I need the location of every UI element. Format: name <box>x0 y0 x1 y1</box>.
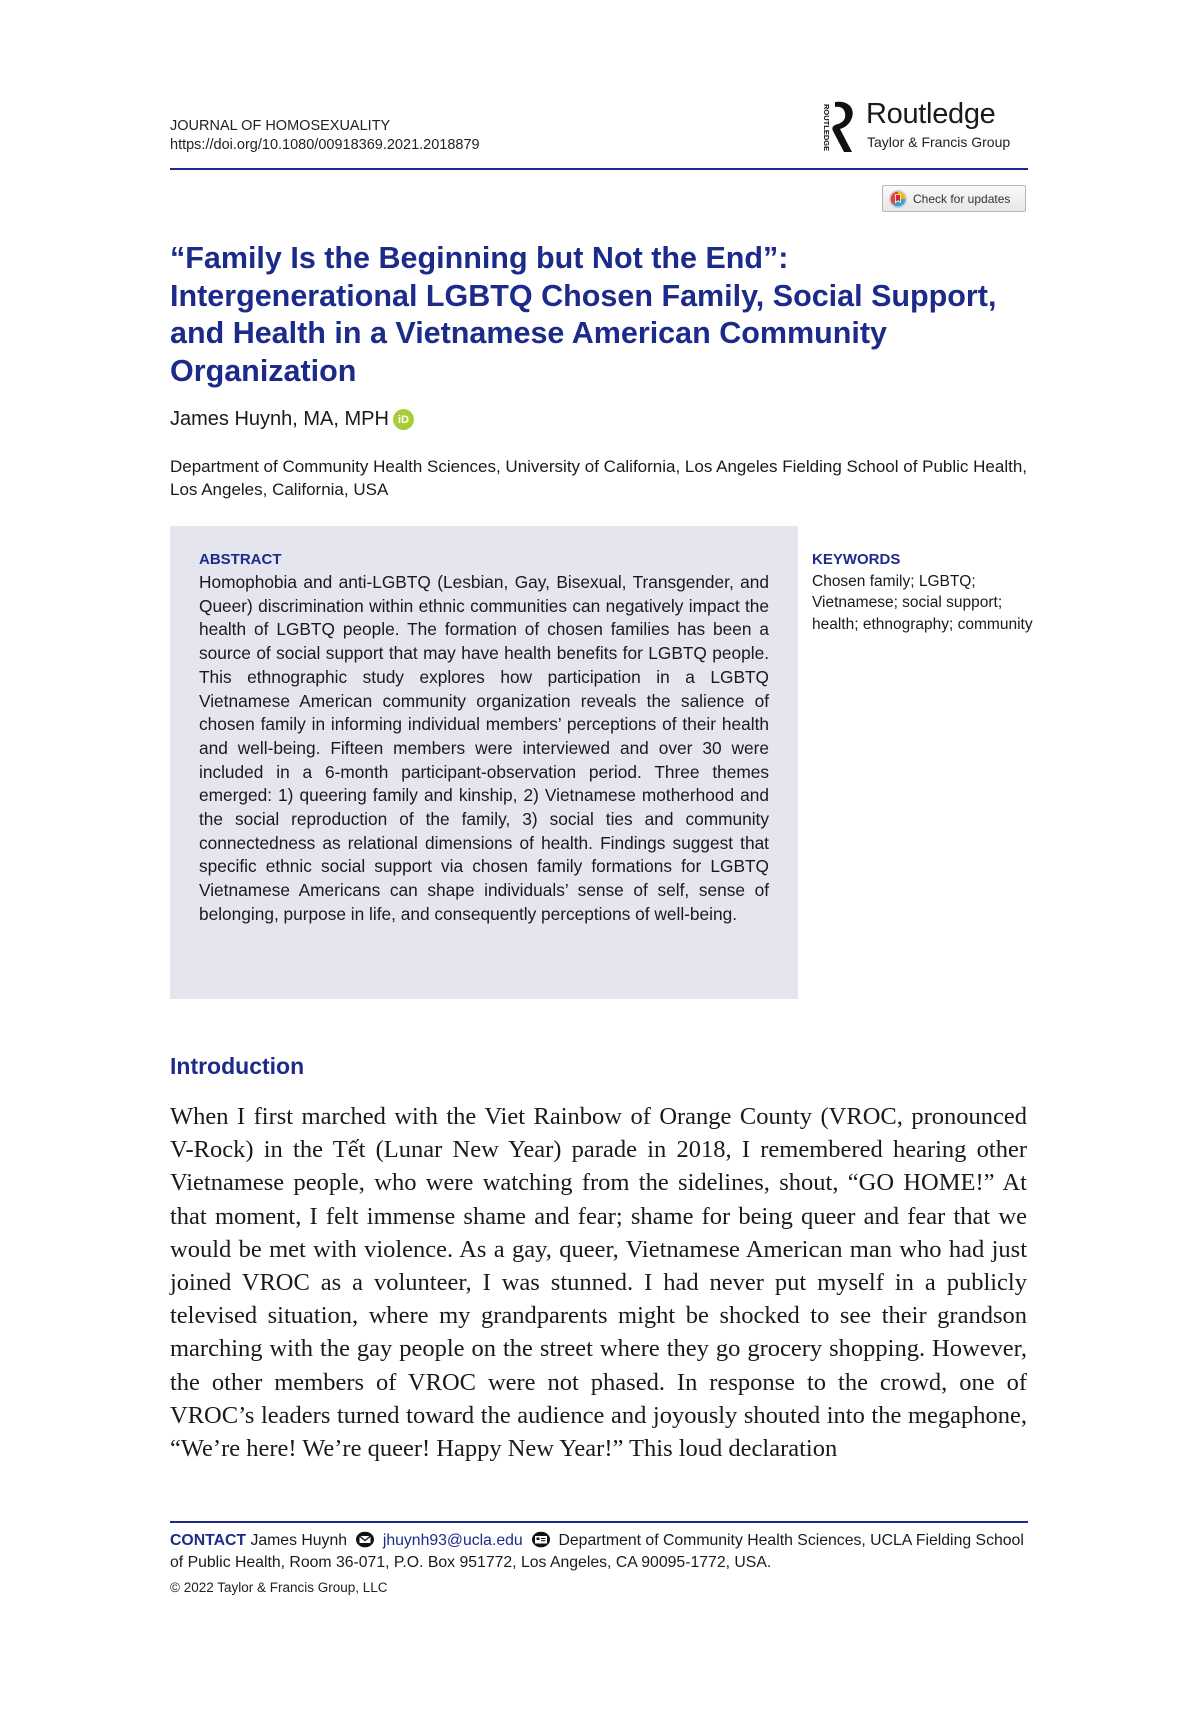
article-title: “Family Is the Beginning but Not the End”: Intergenerational LGBTQ Chosen Family, Social Support, and Health in a Vietnamese American Community Organization <box>170 241 997 388</box>
contact-block <box>170 1530 1028 1574</box>
contact-label: CONTACT <box>170 1532 247 1549</box>
keywords-text: Chosen family; LGBTQ; Vietnamese; social support; health; ethnography; community <box>812 573 1033 633</box>
check-for-updates-button[interactable] <box>882 185 1026 212</box>
crossmark-icon <box>889 190 907 208</box>
copyright-notice: © 2022 Taylor & Francis Group, LLC <box>170 1580 388 1595</box>
address-icon <box>531 1531 551 1548</box>
logo-vertical-text: ROUTLEDGE <box>822 104 831 152</box>
publisher-name: Routledge <box>866 98 996 130</box>
section-heading-introduction: Introduction <box>170 1053 305 1079</box>
footer-rule <box>170 1521 1028 1523</box>
contact-email-link[interactable]: jhuynh93@ucla.edu <box>382 1532 523 1549</box>
introduction-paragraph: When I first marched with the Viet Rainbow of Orange County (VROC, pronounced V-Rock) in the Tết (Lunar New Year) parade in 2018, I remembered hearing other Vietnamese people, who were watching from the sidelines, shout, “GO HOME!” At that moment, I felt immense shame and fear; shame for being queer and fear that we would be met with violence. As a gay, queer, Vietnamese American man who had just joined VROC as a volunteer, I was stunned. I had never put myself in a publicly televised situation, where my grandparents might be shocked to see their grandson marching with the gay people on the street where they go grocery shopping. However, the other members of VROC were not phased. In response to the crowd, one of VROC’s leaders turned toward the audience and joyously shouted into the megaphone, “We’re here! We’re queer! Happy New Year!” This loud declaration <box>170 1103 1027 1463</box>
keywords-heading: KEYWORDS <box>812 551 901 568</box>
orcid-icon[interactable]: iD <box>393 409 414 430</box>
doi-link[interactable]: https://doi.org/10.1080/00918369.2021.2018879 <box>170 137 480 153</box>
email-icon <box>355 1531 375 1548</box>
contact-name: James Huynh <box>250 1532 348 1549</box>
routledge-logo <box>818 98 1030 158</box>
publisher-group: Taylor & Francis Group <box>867 134 1011 150</box>
abstract-text: Homophobia and anti-LGBTQ (Lesbian, Gay, Bisexual, Transgender, and Queer) discrimination within ethnic communities can negatively impact the health of LGBTQ people. The formation of chosen families has been a source of social support that may have health benefits for LGBTQ people. This ethnographic study explores how participation in a LGBTQ Vietnamese American community organization reveals the salience of chosen family in informing individual members’ perceptions of their health and well-being. Fifteen members were interviewed and over 30 were included in a 6-month participant-observation period. Three themes emerged: 1) queering family and kinship, 2) Vietnamese motherhood and the social reproduction of the family, 3) social ties and community connectedness as relational dimensions of health. Findings suggest that specific ethnic social support via chosen family formations for LGBTQ Vietnamese Americans can shape individuals’ sense of self, sense of belonging, purpose in life, and consequently perceptions of well-being. <box>199 572 769 924</box>
routledge-mark-icon <box>818 98 858 156</box>
header-rule <box>170 168 1028 170</box>
journal-name: JOURNAL OF HOMOSEXUALITY <box>170 118 391 134</box>
author-name[interactable]: James Huynh, MA, MPH <box>170 408 389 430</box>
contact-address: Department of Community Health Sciences, UCLA Fielding School of Public Health, Room 36-071, P.O. Box 951772, Los Angeles, CA 90095-1772, USA. <box>170 1532 1024 1571</box>
running-header <box>170 117 480 155</box>
author-line <box>170 408 414 431</box>
abstract-heading: ABSTRACT <box>199 551 282 568</box>
check-for-updates-label: Check for updates <box>913 191 1011 206</box>
affiliation: Department of Community Health Sciences, University of California, Los Angeles Fielding School of Public Health, Los Angeles, California, USA <box>170 457 1028 499</box>
